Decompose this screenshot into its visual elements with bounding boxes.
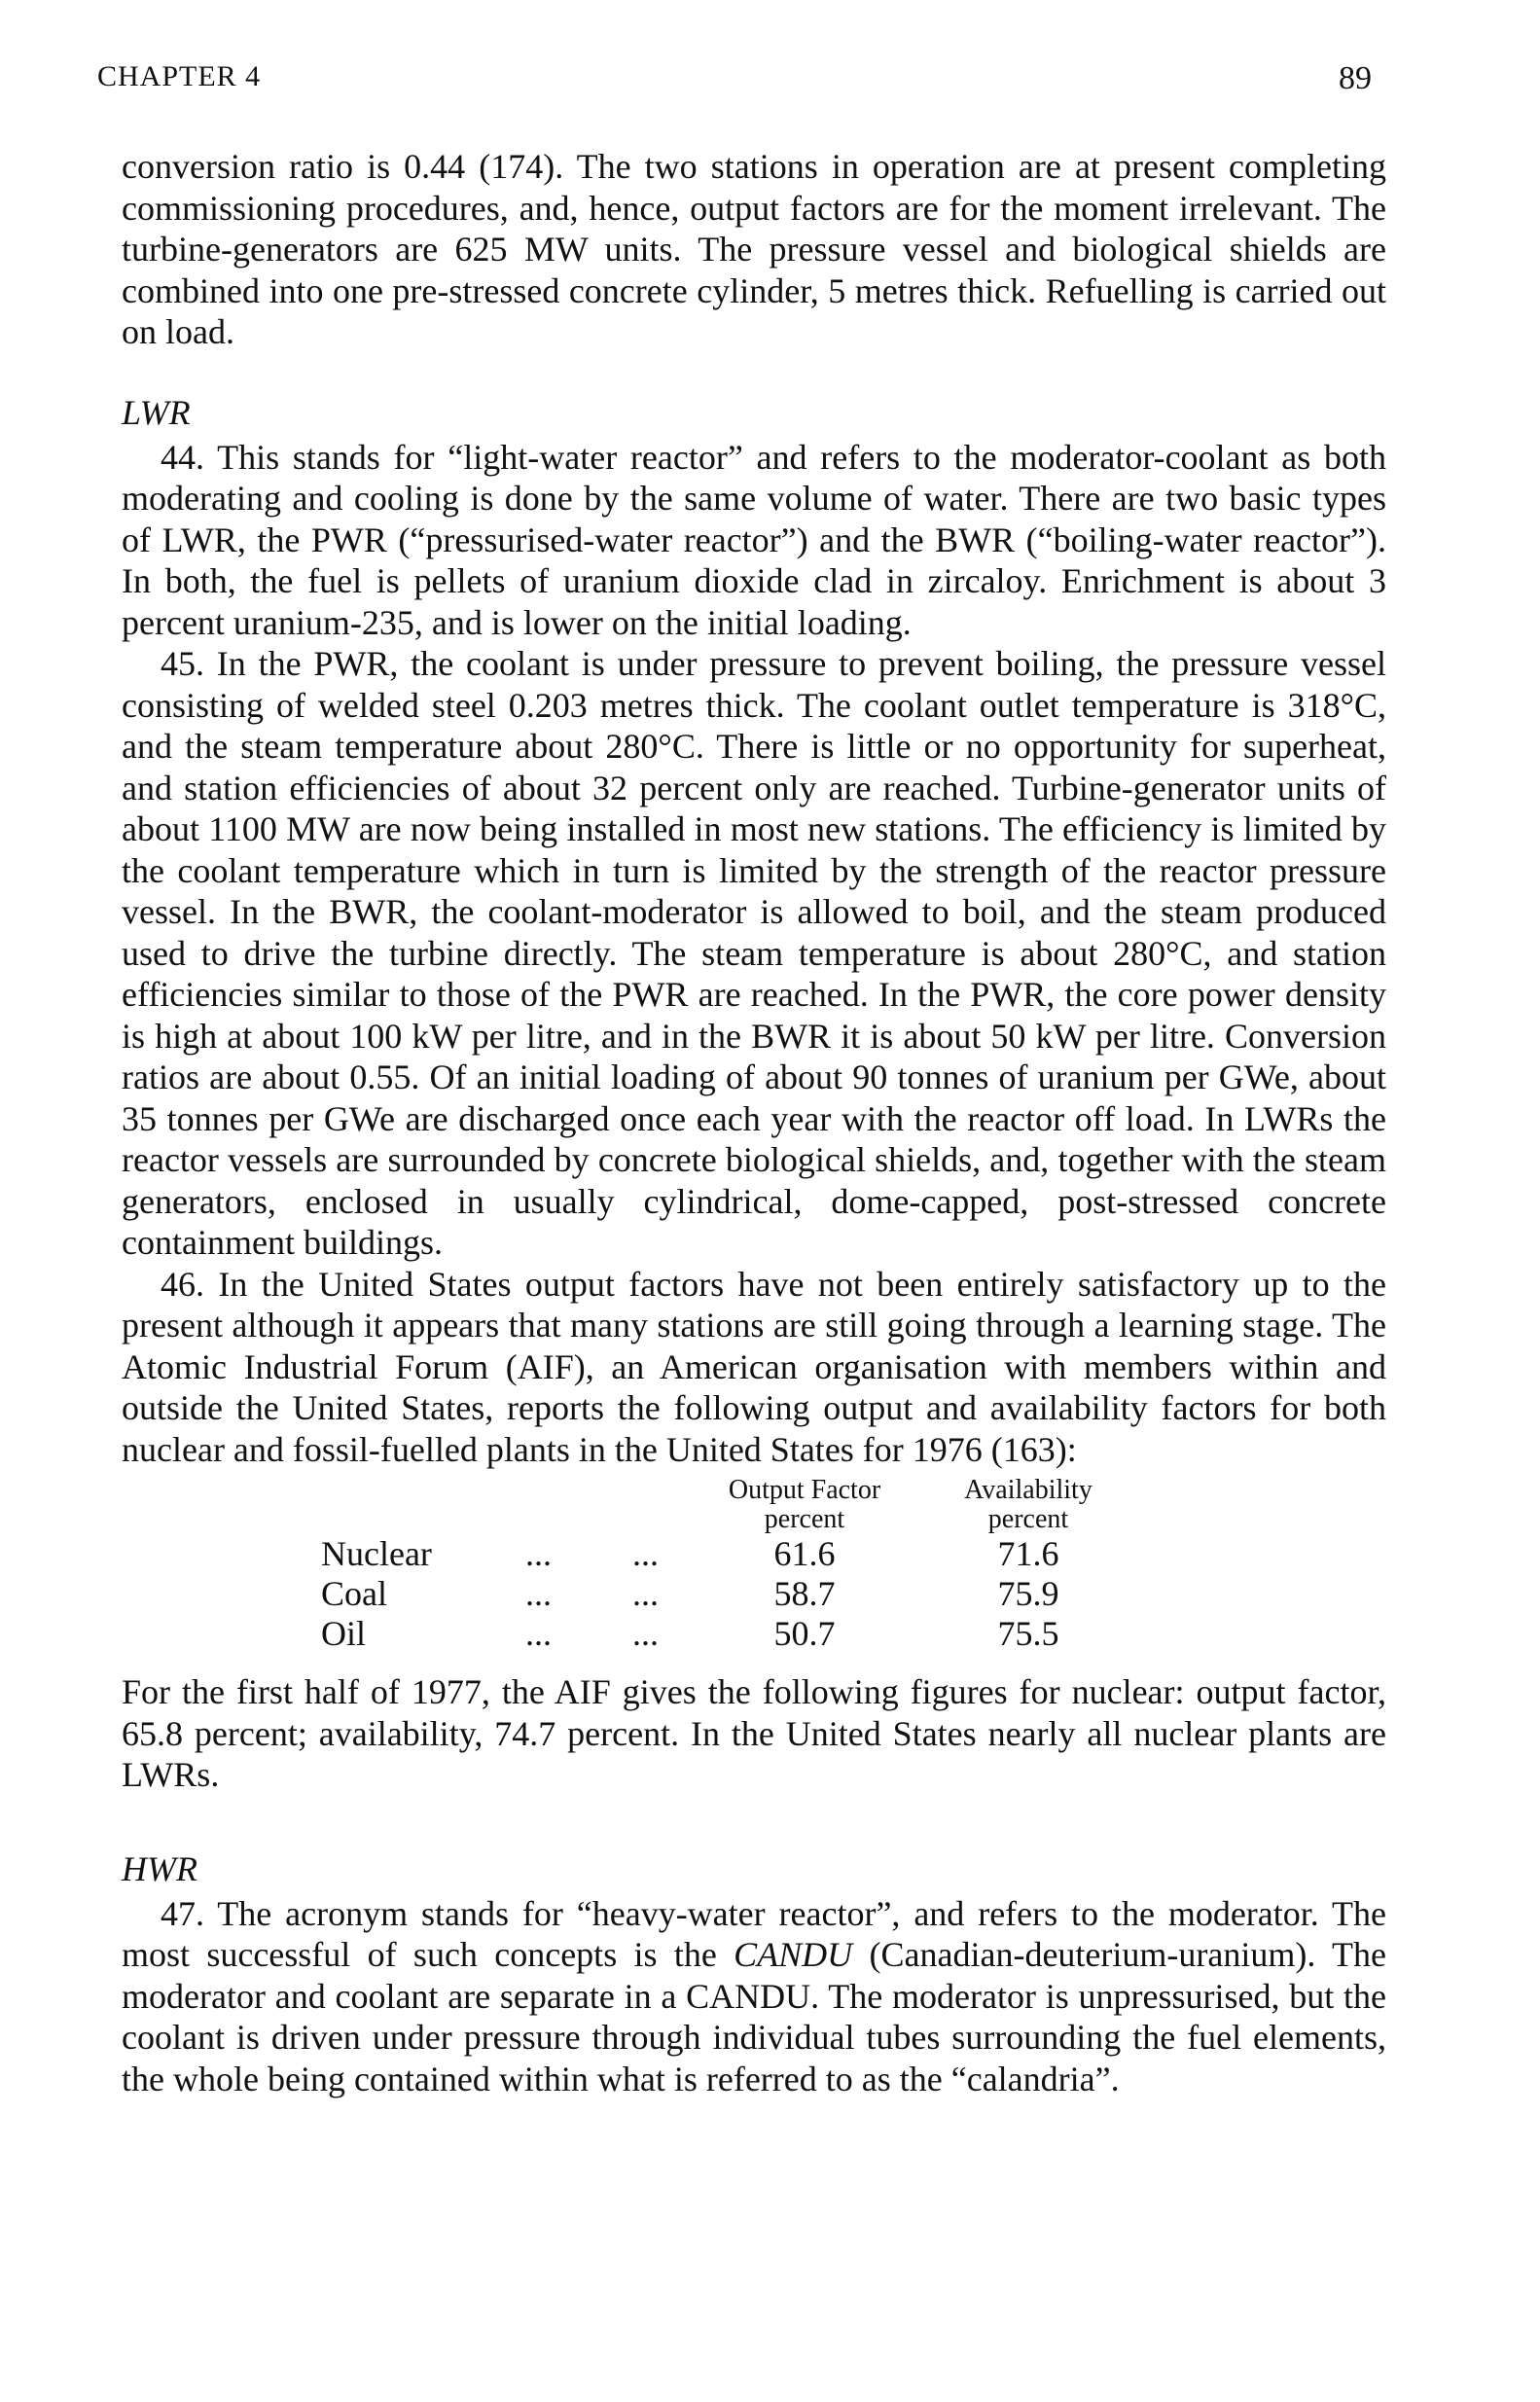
table-row [122,1534,1386,1574]
paragraph-47 [122,1893,1386,2100]
availability-value: 71.6 [997,1534,1059,1573]
paragraph-intro: conversion ratio is 0.44 (174). The two stations in operation are at present completing commissioning procedures, and, hence, output factors are for the moment irrelevant. The turbine-generators are 625 MW units. The pressure vessel and biological shields are combined into one pre-stressed concrete cylinder, 5 metres thick. Refuelling is carried out on load. [122,147,1386,351]
candu-term: CANDU [734,1935,853,1974]
paragraph-47-start: 47. The acronym stands for “heavy-water reactor”, and refers to the moderator. The most successful of such concepts is the [122,1893,1386,1974]
paragraph-45: 45. In the PWR, the coolant is under pressure to prevent boiling, the pressure vessel consisting of welded steel 0.203 metres thick. The coolant outlet temperature is 318°C, and the steam temperature about 280°C. There is little or no opportunity for superheat, and station efficiencies of about 32 percent only are reached. Turbine-generator units of about 1100 MW are now being installed in most new stations. The efficiency is limited by the coolant temperature which in turn is limited by the strength of the reactor pressure vessel. In the BWR, the coolant-moderator is allowed to boil, and the steam produced used to drive the turbine directly. The steam temperature is about 280°C, and station efficiencies similar to those of the PWR are reached. In the PWR, the core power density is high at about 100 kW per litre, and in the BWR it is about 50 kW per litre. Conversion ratios are about 0.55. Of an initial loading of about 90 tonnes of uranium per GWe, about 35 tonnes per GWe are discharged once each year with the reactor off load. In LWRs the reactor vessels are surrounded by concrete biological shields, and, together with the steam generators, enclosed in usually cylindrical, dome-capped, post-stressed concrete containment buildings. [122,644,1386,1262]
column-title-availability: Availability [964,1475,1092,1505]
column-title-output: Output Factor [728,1475,881,1505]
column-unit-output: percent [764,1504,845,1534]
section-heading-hwr: HWR [122,1848,197,1888]
leader-dots: ... [632,1574,659,1613]
table-row [122,1574,1386,1614]
output-value: 50.7 [773,1614,836,1653]
column-header-availability [902,1476,1155,1534]
output-value: 61.6 [773,1534,836,1573]
row-label: Oil [321,1614,367,1653]
leader-dots: ... [525,1574,552,1613]
leader-dots: ... [632,1534,659,1573]
paragraph-after-table: For the first half of 1977, the AIF gives the following figures for nuclear: output factor, 65.8 percent; availability, 74.7 percent. In the United States nearly all nuclear plants are LWRs. [122,1672,1386,1794]
availability-value: 75.9 [997,1574,1059,1613]
leader-dots: ... [525,1534,552,1573]
row-label: Nuclear [321,1534,432,1573]
column-header-output [707,1476,902,1534]
paragraph-44: 44. This stands for “light-water reactor” and refers to the moderator-coolant as both moderating and cooling is done by the same volume of water. There are two basic types of LWR, the PWR (“pressurised-water reactor”) and the BWR (“boiling-water reactor”). In both, the fuel is pellets of uranium dioxide clad in zircaloy. Enrichment is about 3 percent uranium-235, and is lower on the initial loading. [122,437,1386,642]
paragraph-47-end: (Canadian-deuterium-uranium). The moderator and coolant are separate in a CANDU. The moderator is unpressurised, but the coolant is driven under pressure through individual tubes surrounding the fuel elements, the whole being contained within what is referred to as the “calandria”. [122,1935,1386,2098]
row-label: Coal [321,1574,387,1613]
body-text [122,146,1386,2099]
table-header [707,1476,1386,1534]
leader-dots: ... [632,1614,659,1653]
paragraph-46: 46. In the United States output factors have not been entirely satisfactory up to the present although it appears that many stations are still going through a learning stage. The Atomic Industrial Forum (AIF), an American organisation with members within and outside the United States, reports the following output and availability factors for both nuclear and fossil-fuelled plants in the United States for 1976 (163): [122,1264,1386,1469]
section-heading-lwr: LWR [122,392,191,432]
factors-table [122,1476,1386,1654]
page-number: 89 [1339,60,1372,96]
leader-dots: ... [525,1614,552,1653]
availability-value: 75.5 [997,1614,1059,1653]
column-unit-availability: percent [987,1504,1069,1534]
output-value: 58.7 [773,1574,836,1613]
chapter-label: CHAPTER 4 [97,60,262,92]
table-row [122,1614,1386,1654]
running-header [97,60,1372,107]
